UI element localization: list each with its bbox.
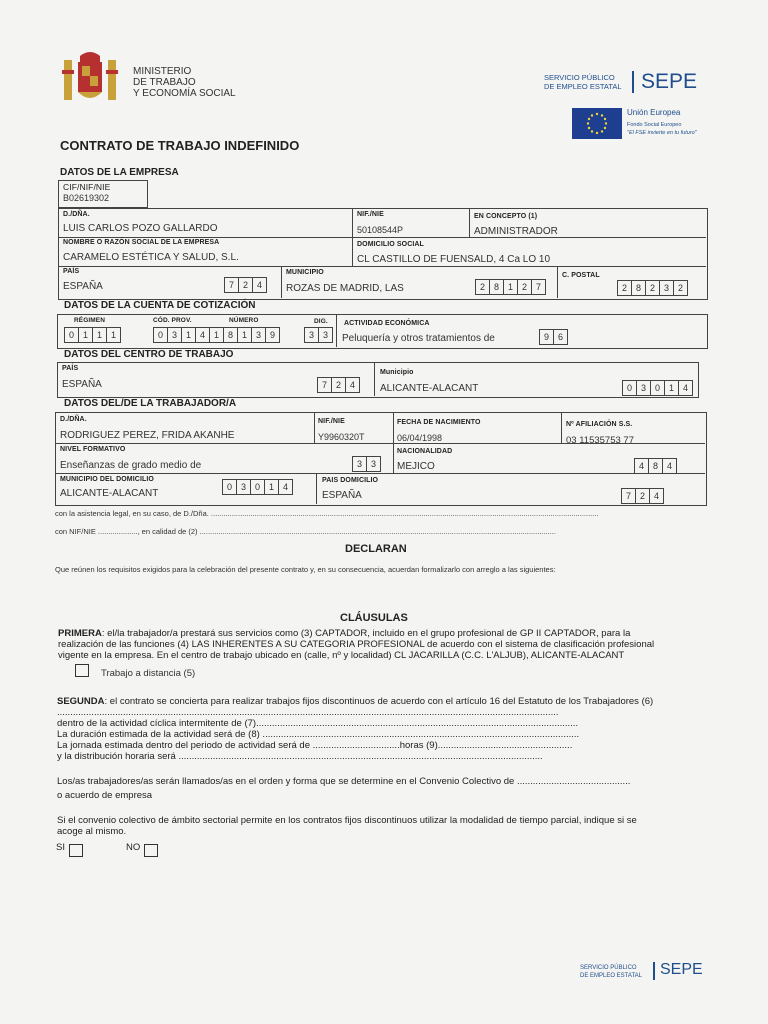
cpostal-label: C. POSTAL [562, 272, 600, 279]
segunda-clause [57, 696, 707, 837]
ministry-name [133, 66, 236, 99]
dig-label: DIG. [314, 318, 328, 325]
distancia-label: Trabajo a distancia (5) [101, 668, 196, 679]
eu-line: Unión Europea [627, 108, 681, 117]
grid-line [469, 208, 470, 237]
mun-dom-code[interactable] [222, 479, 293, 495]
regimen-label: RÉGIMEN [74, 317, 106, 324]
footer-sepe-logo: SEPE [660, 961, 703, 978]
eu-text [627, 108, 697, 137]
code-digit: 3 [237, 480, 251, 494]
code-digit: 4 [666, 461, 672, 471]
grid-line [314, 412, 315, 443]
code-digit: 0 [65, 328, 79, 342]
code-digit: 8 [224, 328, 238, 342]
nivel-code[interactable] [352, 456, 381, 472]
centro-pais-code[interactable] [317, 377, 360, 393]
segunda-text: : el contrato se concierta para realizar trabajos fijos discontinuos de acuerdo con el artículo 16 del Estatuto de los Trabajadores (6) [104, 696, 654, 707]
code-digit: 8 [649, 459, 663, 473]
no-label: NO [126, 842, 141, 853]
code-digit: 2 [646, 281, 660, 295]
clausulas-heading: CLÁUSULAS [340, 612, 408, 624]
pais-dom-label: PAIS DOMICILIO [322, 477, 379, 484]
centro-pais-label: PAÍS [62, 365, 79, 372]
pais-code[interactable] [224, 277, 267, 293]
code-digit: 9 [269, 330, 275, 340]
declaran-heading: DECLARAN [345, 543, 407, 555]
ministry-line: DE TRABAJO [133, 77, 196, 88]
spacer [57, 801, 707, 815]
centro-municipio-label: Municipio [380, 369, 414, 376]
grid-line [336, 314, 337, 347]
nivel-label: NIVEL FORMATIVO [60, 446, 126, 453]
segunda-line: dentro de la actividad cíclica intermitente de (7).......................................................................................................................... [57, 718, 579, 729]
grid-line [316, 473, 317, 504]
code-digit: 1 [79, 328, 93, 342]
code-digit: 0 [651, 381, 665, 395]
concepto-value: ADMINISTRADOR [474, 226, 558, 237]
segunda-heading: SEGUNDA [57, 696, 105, 707]
segunda-line [57, 696, 707, 707]
actividad-label: ACTIVIDAD ECONÓMICA [344, 320, 430, 327]
grid-line [281, 266, 282, 298]
centro-municipio-code[interactable] [622, 380, 693, 396]
nivel-value: Enseñanzas de grado medio de [60, 460, 202, 471]
municipio-label: MUNICIPIO [286, 269, 324, 276]
ministry-line: Y ECONOMÍA SOCIAL [133, 88, 236, 99]
code-digit: 1 [665, 381, 679, 395]
pais-label: PAÍS [63, 268, 80, 275]
mun-dom-label: MUNICIPIO DEL DOMICILIO [60, 476, 154, 483]
grid-line [557, 266, 558, 298]
nif-value: 50108544P [357, 225, 404, 235]
sepe-line: DE EMPLEO ESTATAL [580, 973, 643, 979]
grid-line [58, 237, 706, 238]
code-digit: 8 [490, 280, 504, 294]
trab-dona-value: RODRIGUEZ PEREZ, FRIDA AKANHE [60, 430, 235, 441]
centro-municipio-value: ALICANTE-ALACANT [380, 383, 479, 394]
code-digit: 3 [305, 328, 319, 342]
actividad-value: Peluquería y otros tratamientos de [342, 333, 495, 344]
code-digit: 0 [223, 480, 237, 494]
page-title: CONTRATO DE TRABAJO INDEFINIDO [60, 138, 300, 153]
grid-line [393, 412, 394, 474]
dig-code[interactable] [304, 327, 333, 343]
code-digit: 2 [476, 280, 490, 294]
afiliacion-label: Nº AFILIACIÓN S.S. [566, 421, 633, 428]
code-digit: 1 [504, 280, 518, 294]
segunda-line: y la distribución horaria será .......................................................................................................................................... [57, 751, 543, 762]
dona-value: LUIS CARLOS POZO GALLARDO [63, 223, 218, 234]
code-digit: 2 [332, 378, 346, 392]
nif-calidad-line: con NIF/NIE ..................., en calidad de (2) ........................................................................................................................................................................... [55, 527, 556, 536]
code-digit: 3 [353, 457, 367, 471]
code-digit: 4 [196, 328, 210, 342]
sepe-line: SERVICIO PÚBLICO [580, 965, 637, 971]
eu-line: Fondo Social Europeo [627, 122, 682, 128]
code-digit: 2 [618, 281, 632, 295]
segunda-line: La jornada estimada dentro del periodo de actividad será de .................................horas (9)................................................... [57, 740, 573, 751]
code-digit: 2 [636, 489, 650, 503]
pais-value: ESPAÑA [63, 281, 103, 292]
municipio-value: ROZAS DE MADRID, LAS [286, 283, 404, 294]
domicilio-label: DOMICILIO SOCIAL [357, 241, 424, 248]
code-digit: 4 [635, 459, 649, 473]
grid-line [58, 266, 706, 267]
sepe-service-name [544, 73, 622, 91]
centro-box [57, 362, 699, 398]
numero-label: NÚMERO [229, 317, 259, 324]
sepe-divider [632, 71, 634, 93]
code-digit: 4 [682, 383, 688, 393]
grid-line [561, 412, 562, 443]
code-digit: 1 [238, 328, 252, 342]
concepto-label: EN CONCEPTO (1) [474, 213, 538, 220]
cpostal-code[interactable] [617, 280, 688, 296]
code-digit: 4 [653, 491, 659, 501]
mun-dom-value: ALICANTE-ALACANT [60, 488, 159, 499]
eu-line: "El FSE invierte en tu futuro" [627, 130, 697, 136]
segunda-line: La duración estimada de la actividad será de (8) ........................................................................................................................ [57, 729, 580, 740]
sepe-line: DE EMPLEO ESTATAL [544, 82, 622, 91]
code-digit: 3 [637, 381, 651, 395]
grid-line [55, 473, 705, 474]
trab-nif-label: NIF./NIE [318, 418, 345, 425]
declaran-text: Que reúnen los requisitos exigidos para la celebración del presente contrato y, en su consecuencia, acuerdan formalizarlo con arreglo a las siguientes: [55, 565, 556, 574]
nacimiento-label: FECHA DE NACIMIENTO [397, 419, 481, 426]
si-label: SI [56, 842, 65, 853]
code-digit: 7 [622, 489, 636, 503]
code-digit: 8 [632, 281, 646, 295]
spacer [57, 762, 707, 776]
trab-dona-label: D./DÑA. [60, 416, 87, 423]
code-digit: 2 [677, 283, 683, 293]
primera-text: : el/la trabajador/a prestará sus servicios como (3) CAPTADOR, incluido en el grupo profesional de GP II CAPTADOR, para la [101, 628, 631, 639]
sepe-logo: SEPE [641, 70, 698, 93]
code-digit: 1 [265, 480, 279, 494]
code-digit: 3 [322, 330, 328, 340]
regimen-code[interactable] [64, 327, 121, 343]
nacimiento-value: 06/04/1998 [397, 433, 443, 443]
nacionalidad-code[interactable] [634, 458, 677, 474]
afiliacion-value: 03 11535753 77 [566, 435, 634, 446]
code-digit: 7 [225, 278, 239, 292]
primera-clause [58, 628, 708, 661]
segunda-line: o acuerdo de empresa [57, 790, 153, 801]
distancia-checkbox[interactable] [75, 664, 89, 677]
nacionalidad-label: NACIONALIDAD [397, 448, 453, 455]
code-digit: 9 [540, 330, 554, 344]
cif-label: CIF/NIF/NIE [63, 182, 111, 192]
domicilio-value: CL CASTILLO DE FUENSALD, 4 Ca LO 10 [357, 254, 551, 265]
numero-code[interactable] [153, 327, 280, 343]
segunda-line: .............................................................................................................................................................................................. [57, 707, 559, 718]
code-digit: 1 [93, 328, 107, 342]
primera-heading: PRIMERA [58, 628, 102, 639]
code-digit: 3 [660, 281, 674, 295]
code-digit: 1 [110, 330, 116, 340]
code-digit: 0 [251, 480, 265, 494]
pais-dom-code[interactable] [621, 488, 664, 504]
pais-dom-value: ESPAÑA [322, 490, 362, 501]
section-trabajador: DATOS DEL/DE LA TRABAJADOR/A [64, 398, 237, 409]
code-digit: 4 [282, 482, 288, 492]
eu-flag-icon [572, 108, 622, 139]
no-checkbox[interactable] [144, 844, 158, 857]
code-digit: 3 [252, 328, 266, 342]
dona-label: D./DÑA. [63, 211, 90, 218]
primera-line: vigente en la empresa. En el centro de trabajo ubicado en (calle, nº y localidad) CL JACARILLA (C.C. L'ALJUB), ALICANTE-ALACANT [58, 650, 625, 661]
razon-value: CARAMELO ESTÉTICA Y SALUD, S.L. [63, 252, 239, 263]
segunda-line: Los/as trabajadores/as serán llamados/as en el orden y forma que se determine en el Convenio Colectivo de ........................................... [57, 776, 631, 787]
codprov-label: CÓD. PROV. [153, 317, 192, 324]
code-digit: 2 [518, 280, 532, 294]
code-digit: 2 [239, 278, 253, 292]
code-digit: 3 [168, 328, 182, 342]
footer-sepe-service-name [580, 964, 642, 980]
ministry-line: MINISTERIO [133, 66, 192, 77]
cif-value: B02619302 [63, 193, 110, 203]
nif-label: NIF./NIE [357, 211, 384, 218]
primera-line [58, 628, 708, 639]
code-digit: 6 [557, 332, 563, 342]
grid-line [352, 208, 353, 266]
razon-label: NOMBRE O RAZÓN SOCIAL DE LA EMPRESA [63, 239, 220, 246]
code-digit: 1 [210, 328, 224, 342]
si-checkbox[interactable] [69, 844, 83, 857]
segunda-line: acoge al mismo. [57, 826, 127, 837]
code-digit: 3 [370, 459, 376, 469]
municipio-code[interactable] [475, 279, 546, 295]
section-empresa: DATOS DE LA EMPRESA [60, 167, 179, 178]
code-digit: 0 [154, 328, 168, 342]
section-cotizacion: DATOS DE LA CUENTA DE COTIZACIÓN [64, 300, 256, 311]
section-centro: DATOS DEL CENTRO DE TRABAJO [64, 349, 234, 360]
footer-sepe-divider [653, 962, 655, 980]
code-digit: 4 [256, 280, 262, 290]
code-digit: 0 [623, 381, 637, 395]
trab-nif-value: Y9960320T [318, 432, 365, 442]
code-digit: 4 [349, 380, 355, 390]
nacionalidad-value: MEJICO [397, 461, 435, 472]
actividad-code[interactable] [539, 329, 568, 345]
centro-pais-value: ESPAÑA [62, 379, 102, 390]
segunda-line: Si el convenio colectivo de ámbito sectorial permite en los contratos fijos discontinuos utilizar la modalidad de tiempo parcial, indique si se [57, 815, 637, 826]
primera-line: realización de las funciones (4) LAS INHERENTES A SU CATEGORIA PROFESIONAL de acuerdo con el sistema de clasificación profesional [58, 639, 655, 650]
coat-of-arms-icon [58, 48, 122, 110]
sepe-line: SERVICIO PÚBLICO [544, 73, 615, 82]
code-digit: 7 [318, 378, 332, 392]
grid-line [374, 362, 375, 396]
code-digit: 7 [535, 282, 541, 292]
asistencia-line: con la asistencia legal, en su caso, de D./Dña. .......................................................................................................................................................................................... [55, 509, 599, 518]
code-digit: 1 [182, 328, 196, 342]
